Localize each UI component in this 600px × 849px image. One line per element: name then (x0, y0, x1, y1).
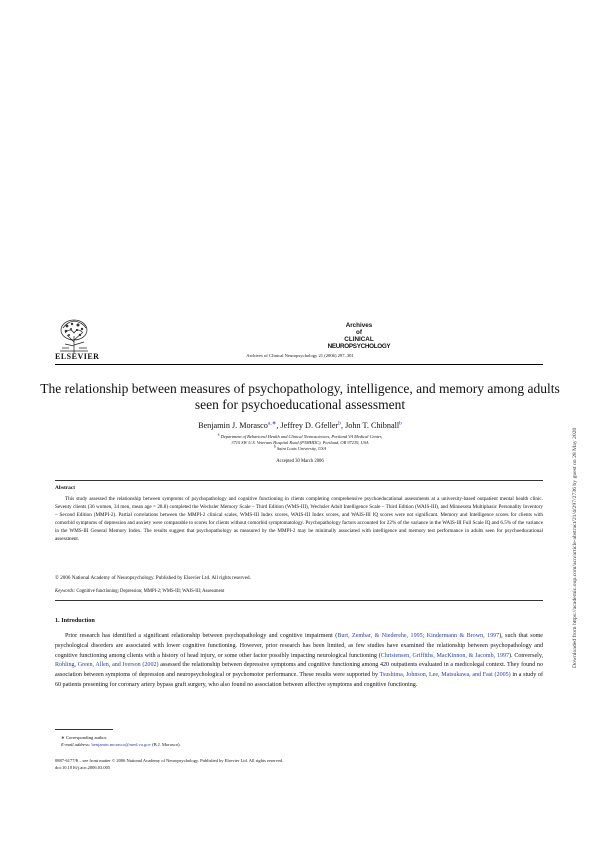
author-separator: , (276, 421, 281, 430)
affiliation-text: 3710 SW U.S. Veterans Hospital Road (P3MHDC), Portland, OR 97239, USA (231, 440, 369, 446)
author-name: John T. Chibnall (345, 421, 400, 430)
journal-logo-line: Archives (345, 322, 373, 329)
abstract-text: This study assessed the relationship between symptoms of psychopathology and cognitive functioning in clients completing comprehensive psychoeducational assessments at a university-based outpatient mental health clinic. Seventy clients (36 women, 34 men, mean age = 28.8) completed the Wechsler Memory Scale – Third Edition (WMS-III), Wechsler Adult Intelligence Scale – Third Edition (WAIS-III), and Minnesota Multiphasic Personality Inventory – Second Edition (MMPI-2). Partial correlations between the MMPI-2 clinical scales, WMS-III Index scores, WAIS-III Index scores, and WAIS-III IQ scores were not significant. Memory and Intelligence scores for clients with comorbid symptoms of depression and anxiety were comparable to scores for clients without comorbid symptomatology. Psychopathology factors accounted for 22% of the variance in the WAIS-III Full Scale IQ and 6.5% of the variance in the WMS-III General Memory Index. The results suggest that psychopathology as measured by the MMPI-2 may be minimally associated with intelligence and memory test performance in adults seen for psychoeducational assessment. (55, 496, 543, 542)
journal-logo (327, 322, 391, 350)
section-heading: 1. Introduction (55, 617, 95, 624)
affiliation-text: Saint Louis University, USA (276, 446, 327, 452)
journal-logo-line: NEUROPSYCHOLOGY (327, 343, 391, 350)
author-name: Jeffrey D. Gfeller (280, 421, 339, 430)
keywords-label: Keywords: (55, 589, 76, 594)
author-name: Benjamin J. Morasco (198, 421, 268, 430)
affiliation-mark: b (273, 444, 276, 449)
citation-link[interactable]: Burt, Zembar, & Niederehe, 1995; Kindermann & Brown, 1997 (337, 633, 500, 639)
intro-text: Prior research has identified a significant relationship between psychopathology and cognitive impairment ( (65, 633, 338, 639)
abstract-heading: Abstract (55, 485, 76, 491)
keywords-list: Cognitive functioning; Depression; MMPI-2; WMS-III; WAIS-III; Assessment (76, 589, 225, 594)
email-line (61, 741, 181, 748)
introduction-paragraph (55, 632, 543, 691)
legal-block (55, 757, 283, 772)
issn-line: 0887-6177/$ – see front matter © 2006 National Academy of Neuropsychology. Published by Elsevier Ltd. All rights reserved. (55, 758, 284, 763)
journal-citation: Archives of Clinical Neuropsychology 21 (2006) 297–301 (246, 353, 354, 358)
corresponding-author-note: ∗ Corresponding author. (61, 735, 108, 740)
footnote-rule (55, 729, 113, 730)
accepted-date: Accepted 30 March 2006 (276, 459, 324, 464)
journal-logo-line: CLINICAL (344, 336, 374, 343)
affiliations (0, 434, 600, 452)
citation-link[interactable]: Christensen, Griffiths, MacKinnon, & Jacomb, 1997 (380, 652, 510, 659)
affiliation-line (0, 446, 600, 452)
abstract-copyright: © 2006 National Academy of Neuropsychology. Published by Elsevier Ltd. All rights reserved. (55, 575, 251, 581)
email-link[interactable]: benjamin.morasco@med.va.gov (91, 742, 151, 748)
doi-line: doi:10.1016/j.acn.2006.03.005 (55, 765, 111, 771)
intro-text: in a study of 60 patients presenting for coronary artery bypass graft surgery, who also found no association between affective symptoms and cognitive functioning. (55, 672, 543, 688)
email-label: E-mail address: (61, 742, 91, 748)
affiliation-text: Department of Behavioral Health and Clinical Neurosciences, Portland VA Medical Center, (220, 434, 383, 439)
author-list (0, 421, 600, 430)
article-title: The relationship between measures of psychopathology, intelligence, and memory among adults seen for psychoeducational assessment (40, 381, 560, 412)
author-marks[interactable]: b (399, 420, 402, 427)
footnote (61, 734, 181, 749)
header-divider (55, 364, 543, 365)
intro-text: ), such that some psychological disorders are associated with lower cognitive functioning. However, prior research has been limited, as few studies have examined the relationship between psychopathology and cognitive functioning among clients with a history of head injury, or some other factor possibly impacting neurological functioning ( (55, 633, 543, 659)
publisher-name: ELSEVIER (55, 352, 100, 361)
journal-logo-line: of (356, 329, 362, 336)
affiliation-mark: a (217, 432, 220, 437)
author-separator: , (341, 421, 346, 430)
email-suffix: (B.J. Morasco). (150, 742, 181, 748)
elsevier-tree-logo (57, 318, 91, 354)
citation-link[interactable]: Rohling, Green, Allen, and Iverson (2002) (55, 662, 159, 669)
abstract-bottom-rule (55, 600, 543, 601)
author-marks[interactable]: a,∗ (267, 420, 277, 427)
intro-text: ). Conversely, (509, 652, 543, 659)
abstract-top-rule (55, 480, 543, 481)
intro-text: assessed the relationship between depressive symptoms and cognitive functioning among 420 outpatients evaluated in a medicolegal context. They found no association between symptoms of depression and neuropsychological or psychomotor performance. These results were supported by (55, 662, 543, 678)
citation-link[interactable]: Tsushima, Johnson, Lee, Matsukawa, and Fast (2005) (379, 672, 511, 678)
download-stamp: Downloaded from https://academic.oup.com/acn/article-abstract/21/4/297/2736 by guest on 28 May 2020 (572, 427, 578, 668)
author-marks[interactable]: b (338, 420, 341, 427)
keywords (55, 589, 224, 594)
